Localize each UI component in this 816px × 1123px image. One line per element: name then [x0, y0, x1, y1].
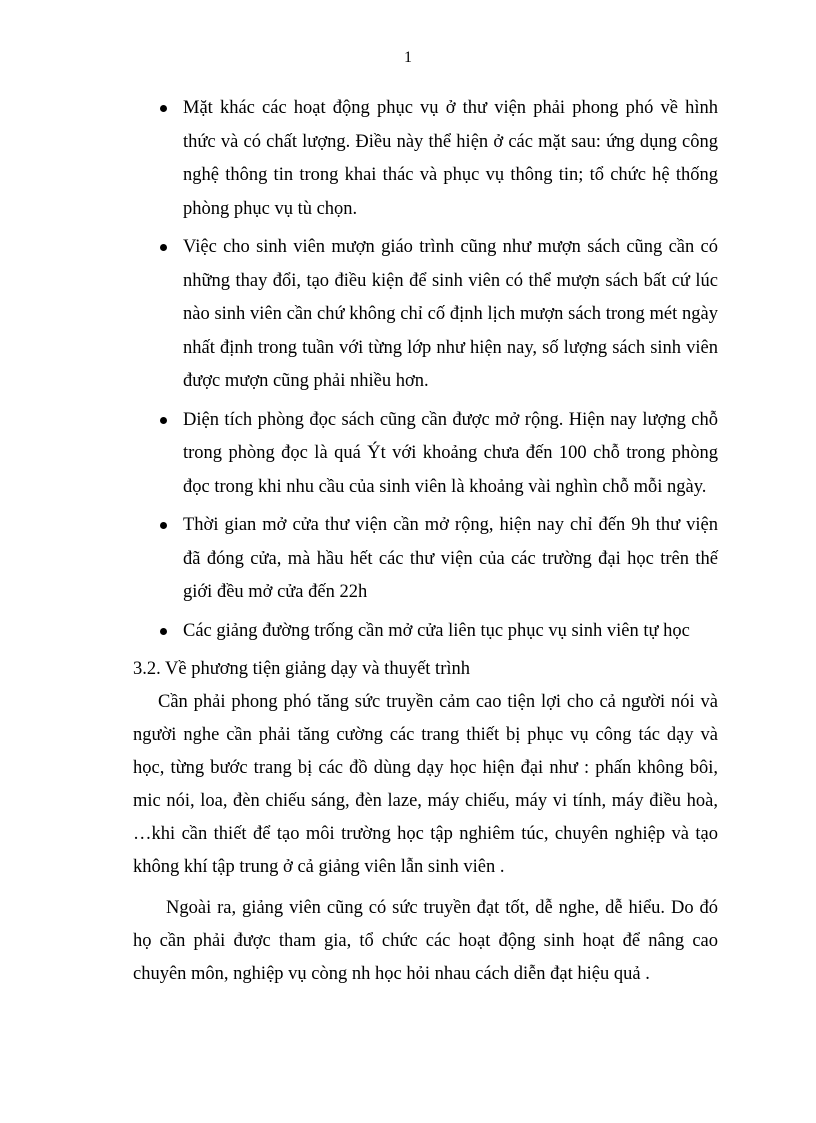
bullet-icon: [160, 628, 167, 635]
bullet-list: [133, 92, 718, 648]
body-paragraph: Cần phải phong phó tăng sức truyền cảm cao tiện lợi cho cả người nói và người nghe cần phải tăng cường các trang thiết bị phục vụ công tác dạy và học, từng bước trang bị các đồ dùng dạy học hiện đại như : phấn không bôi, mic nói, loa, đèn chiếu sáng, đèn laze, máy chiếu, máy vi tính, máy điều hoà, …khi cần thiết để tạo môi trường học tập nghiêm túc, chuyên nghiệp và tạo không khí tập trung ở cả giảng viên lẫn sinh viên .: [133, 692, 718, 877]
document-body: [133, 92, 718, 991]
list-item: [133, 404, 718, 505]
list-item-text: Các giảng đường trống cần mở cửa liên tục phục vụ sinh viên tự học: [183, 620, 690, 641]
list-item-text: Thời gian mở cửa thư viện cần mở rộng, hiện nay chỉ đến 9h thư viện đã đóng cửa, mà hầu hết các thư viện của các trường đại học trên thế giới đều mở cửa đến 22h: [183, 515, 718, 602]
list-item: [133, 509, 718, 610]
list-item: [133, 231, 718, 399]
bullet-icon: [160, 522, 167, 529]
bullet-icon: [160, 417, 167, 424]
list-item-text: Diện tích phòng đọc sách cũng cần được mở rộng. Hiện nay lượng chỗ trong phòng đọc là quá Ýt với khoảng chưa đến 100 chỗ trong phòng đọc trong khi nhu cầu của sinh viên là khoảng vài nghìn chỗ mỗi ngày.: [183, 409, 718, 497]
bullet-icon: [160, 105, 167, 112]
bullet-icon: [160, 244, 167, 251]
list-item-text: Mặt khác các hoạt động phục vụ ở thư viện phải phong phó về hình thức và có chất lượng. Điều này thể hiện ở các mặt sau: ứng dụng công nghệ thông tin trong khai thác và phục vụ thông tin; tổ chức hệ thống phòng phục vụ tù chọn.: [183, 98, 718, 219]
list-item-text: Việc cho sinh viên mượn giáo trình cũng như mượn sách cũng cần có những thay đổi, tạo điều kiện để sinh viên có thể mượn sách bất cứ lúc nào sinh viên cần chứ không chỉ cố định lịch mượn sách trong mét ngày nhất định trong tuần với từng lớp như hiện nay, số lượng sách sinh viên được mượn cũng phải nhiều hơn.: [183, 237, 718, 391]
body-paragraph: Ngoài ra, giảng viên cũng có sức truyền đạt tốt, dễ nghe, dễ hiểu. Do đó họ cần phải được tham gia, tổ chức các hoạt động sinh hoạt để nâng cao chuyên môn, nghiệp vụ còng nh học hỏi nhau cách diễn đạt hiệu quả .: [133, 898, 718, 984]
list-item: [133, 615, 718, 649]
list-item: [133, 92, 718, 226]
page-number: 1: [404, 49, 412, 66]
section-heading: 3.2. Về phương tiện giảng dạy và thuyết trình: [133, 659, 470, 679]
